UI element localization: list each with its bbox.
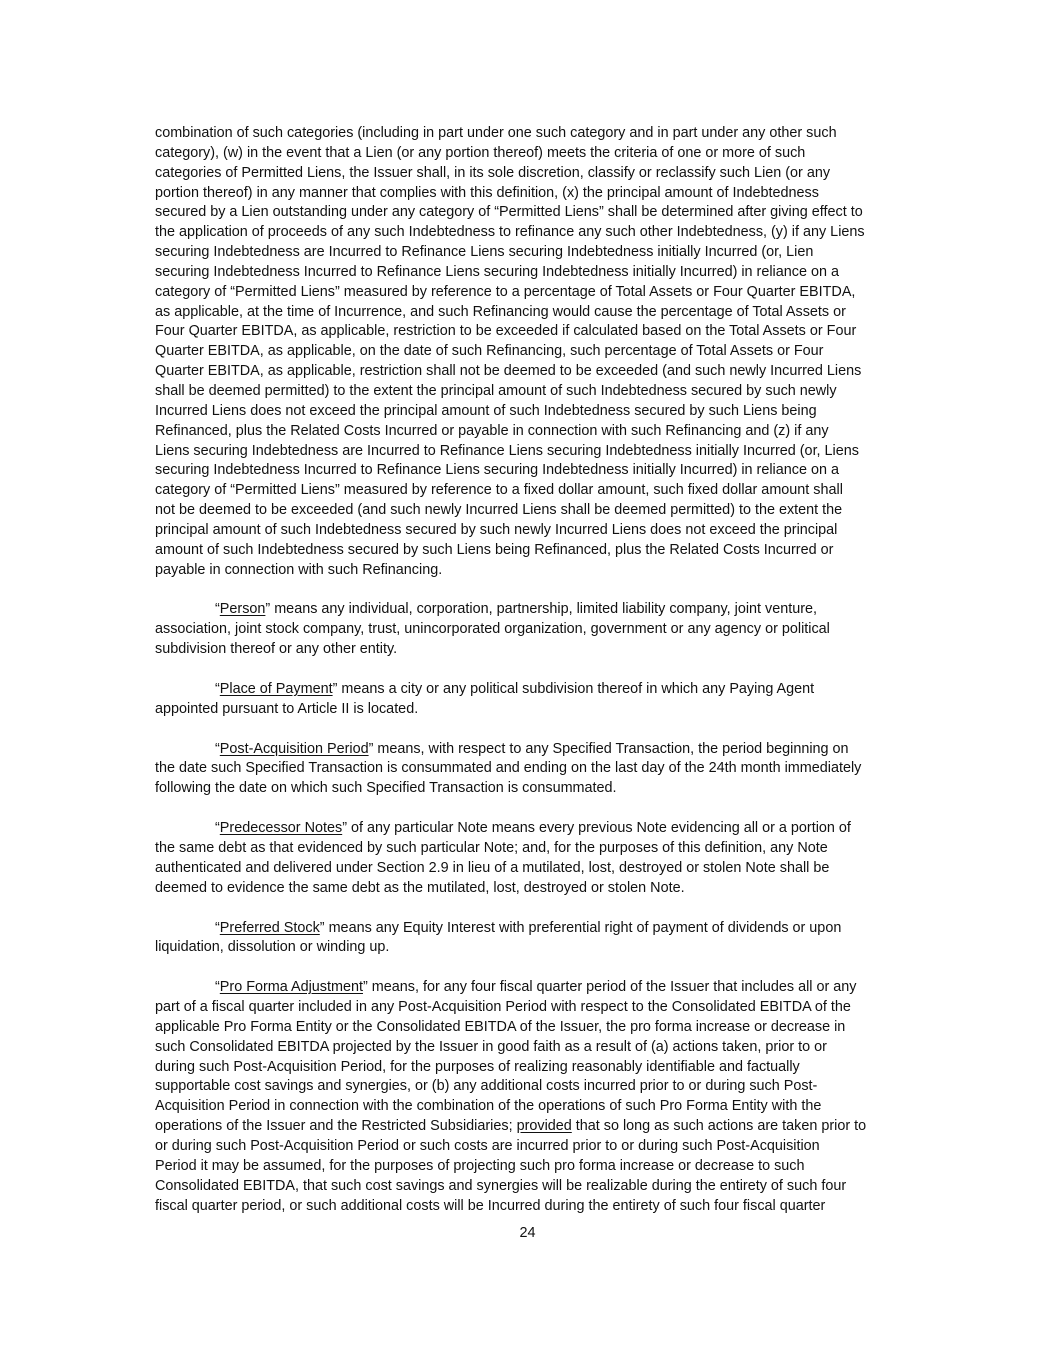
- text-line: applicable Pro Forma Entity or the Consolidated EBITDA of the Issuer, the pro forma increase or decrease in: [155, 1018, 846, 1035]
- defined-term: Person: [219, 601, 266, 618]
- open-quote: “: [215, 919, 220, 936]
- open-quote: “: [215, 740, 220, 757]
- definition-text: ” means, with respect to any Specified Transaction, the period beginning on: [368, 740, 849, 757]
- text-line: category), (w) in the event that a Lien (or any portion thereof) meets the criteria of one or more of such: [155, 144, 806, 161]
- text-line: part of a fiscal quarter included in any Post-Acquisition Period with respect to the Consolidated EBITDA of the: [155, 999, 851, 1016]
- definition-first-line: [155, 819, 935, 839]
- text-line: association, joint stock company, trust, unincorporated organization, government or any agency or political: [155, 621, 830, 638]
- definition-post-acquisition-period: [155, 740, 935, 800]
- text-line: liquidation, dissolution or winding up.: [155, 939, 390, 956]
- definition-text: ” means a city or any political subdivision thereof in which any Paying Agent: [332, 680, 815, 697]
- definition-pro-forma-adjustment: [155, 978, 935, 1216]
- definition-text: ” of any particular Note means every previous Note evidencing all or a portion of: [342, 820, 851, 837]
- open-quote: “: [215, 680, 220, 697]
- open-quote: “: [215, 979, 220, 996]
- defined-term: Pro Forma Adjustment: [219, 979, 363, 996]
- open-quote: “: [215, 820, 220, 837]
- text-line: securing Indebtedness are Incurred to Refinance Liens securing Indebtedness initially Incurred (or, Lien: [155, 244, 814, 261]
- definition-first-line: [155, 919, 935, 939]
- defined-term: Post-Acquisition Period: [219, 740, 369, 757]
- text-line: Acquisition Period in connection with the combination of the operations of such Pro Forma Entity with the: [155, 1098, 822, 1115]
- definition-preferred-stock: [155, 919, 935, 959]
- definition-text: ” means any individual, corporation, partnership, limited liability company, joint venture,: [265, 601, 818, 618]
- text-line: categories of Permitted Liens, the Issuer shall, in its sole discretion, classify or reclassify such Lien (or any: [155, 164, 831, 181]
- text-line: category of “Permitted Liens” measured by reference to a fixed dollar amount, such fixed dollar amount shall: [155, 482, 843, 499]
- definition-first-line: [155, 600, 935, 620]
- text-line: category of “Permitted Liens” measured by reference to a percentage of Total Assets or Four Quarter EBITDA,: [155, 283, 856, 300]
- text-line: securing Indebtedness Incurred to Refinance Liens securing Indebtedness initially Incurred) in reliance on a: [155, 263, 839, 280]
- definition-first-line: [155, 680, 935, 700]
- defined-term: Place of Payment: [219, 680, 333, 697]
- text-line: or during such Post-Acquisition Period or such costs are incurred prior to or during such Post-Acquisition: [155, 1137, 820, 1154]
- text-line: principal amount of such Indebtedness secured by such newly Incurred Liens does not exceed the principal: [155, 521, 838, 538]
- text-line: the application of proceeds of any such Indebtedness to refinance any such other Indebtedness, (y) if any Liens: [155, 224, 865, 241]
- text-line: appointed pursuant to Article II is located.: [155, 700, 419, 717]
- page-number: 24: [519, 1225, 536, 1241]
- text-line: Refinanced, plus the Related Costs Incurred or payable in connection with such Refinancing and (z) if any: [155, 422, 829, 439]
- text-line: Consolidated EBITDA, that such cost savings and synergies will be realizable during the entirety of such four: [155, 1177, 847, 1194]
- text-line: portion thereof) in any manner that complies with this definition, (x) the principal amount of Indebtedness: [155, 184, 819, 201]
- text-line: amount of such Indebtedness secured by such Liens being Refinanced, plus the Related Costs Incurred or: [155, 541, 834, 558]
- text-line: combination of such categories (including in part under one such category and in part under any other such: [155, 125, 837, 141]
- definition-predecessor-notes: [155, 819, 935, 898]
- text-line: secured by a Lien outstanding under any category of “Permitted Liens” shall be determined after giving effect to: [155, 204, 863, 221]
- text-line: supportable cost savings and synergies, or (b) any additional costs incurred prior to or during such Post-: [155, 1078, 818, 1095]
- definition-text: ” means any Equity Interest with preferential right of payment of dividends or upon: [319, 919, 842, 936]
- text-line: shall be deemed permitted) to the extent the principal amount of such Indebtedness secured by such newly: [155, 382, 837, 399]
- text-line: following the date on which such Specified Transaction is consummated.: [155, 780, 617, 797]
- text-line: authenticated and delivered under Section 2.9 in lieu of a mutilated, lost, destroyed or stolen Note shall be: [155, 859, 830, 876]
- text-line: during such Post-Acquisition Period, for the purposes of realizing reasonably identifiable and factually: [155, 1058, 800, 1075]
- defined-term: Predecessor Notes: [219, 820, 343, 837]
- definition-place-of-payment: [155, 680, 935, 720]
- text-segment: operations of the Issuer and the Restricted Subsidiaries;: [155, 1118, 517, 1135]
- definition-person: [155, 600, 935, 660]
- text-line: deemed to evidence the same debt as the mutilated, lost, destroyed or stolen Note.: [155, 879, 685, 896]
- definition-first-line: [155, 740, 935, 760]
- text-line: Quarter EBITDA, as applicable, restriction shall not be deemed to be exceeded (and such newly Incurred Liens: [155, 363, 862, 380]
- text-line: payable in connection with such Refinancing.: [155, 561, 443, 578]
- text-line: as applicable, at the time of Incurrence, and such Refinancing would cause the percentage of Total Assets or: [155, 303, 846, 320]
- text-line: Four Quarter EBITDA, as applicable, restriction to be exceeded if calculated based on the Total Assets or Four: [155, 323, 857, 340]
- text-line: Quarter EBITDA, as applicable, on the date of such Refinancing, such percentage of Total Assets or Four: [155, 343, 824, 360]
- text-line: such Consolidated EBITDA projected by the Issuer in good faith as a result of (a) actions taken, prior to or: [155, 1038, 827, 1055]
- text-line: subdivision thereof or any other entity.: [155, 641, 398, 658]
- provided-term: provided: [516, 1118, 572, 1135]
- text-line: Liens securing Indebtedness are Incurred to Refinance Liens securing Indebtedness initially Incurred (or, Liens: [155, 442, 859, 459]
- defined-term: Preferred Stock: [219, 919, 320, 936]
- text-line: securing Indebtedness Incurred to Refinance Liens securing Indebtedness initially Incurred) in reliance on a: [155, 462, 839, 479]
- text-segment: that so long as such actions are taken prior to: [571, 1118, 867, 1135]
- text-line: the date such Specified Transaction is consummated and ending on the last day of the 24th month immediately: [155, 760, 862, 777]
- document-page: [155, 124, 935, 1236]
- text-line: Period it may be assumed, for the purposes of projecting such pro forma increase or decrease to such: [155, 1157, 805, 1174]
- definition-text: ” means, for any four fiscal quarter period of the Issuer that includes all or any: [362, 979, 857, 996]
- text-line: not be deemed to be exceeded (and such newly Incurred Liens shall be deemed permitted) to the extent the: [155, 502, 843, 519]
- text-line: the same debt as that evidenced by such particular Note; and, for the purposes of this definition, any Note: [155, 840, 828, 856]
- text-line: fiscal quarter period, or such additional costs will be Incurred during the entirety of such four fiscal quarter: [155, 1197, 826, 1214]
- text-line: Incurred Liens does not exceed the principal amount of such Indebtedness secured by such Liens being: [155, 402, 817, 419]
- definition-first-line: [155, 978, 935, 998]
- continuation-paragraph: [155, 124, 935, 580]
- provided-line: [155, 1117, 935, 1137]
- open-quote: “: [215, 601, 220, 618]
